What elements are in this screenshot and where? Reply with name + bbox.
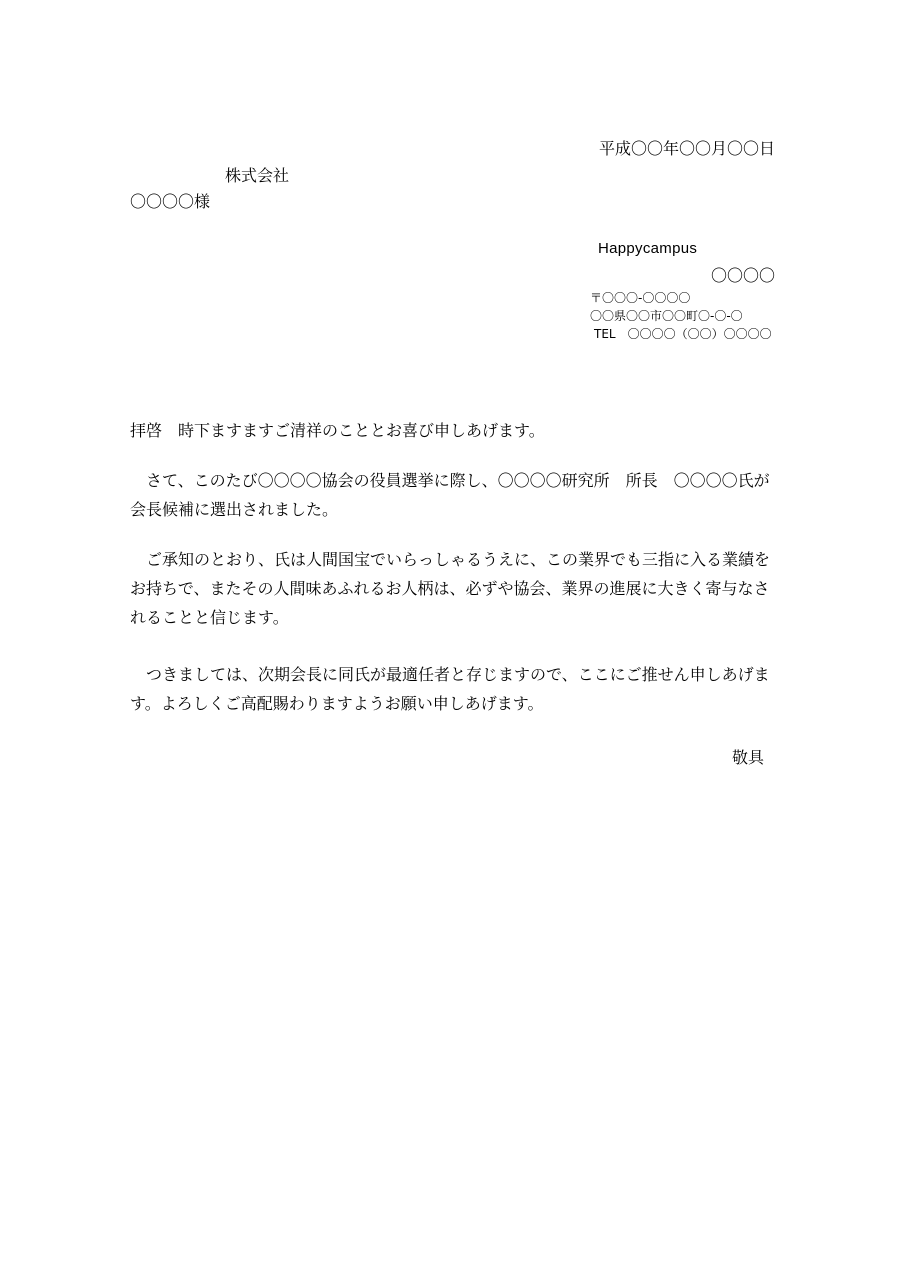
sender-address: 〇〇県〇〇市〇〇町〇-〇-〇 [590, 309, 743, 323]
sender-name: 〇〇〇〇 [710, 266, 775, 285]
sender-organization: Happycampus [598, 240, 698, 257]
closing-phrase: 敬具 [731, 748, 764, 767]
sender-postal-code: 〒〇〇〇-〇〇〇〇 [590, 291, 691, 305]
opening-greeting: 拝啓 時下ますますご清祥のこととお喜び申しあげます。 [130, 421, 545, 440]
recipient-name: 〇〇〇〇様 [130, 192, 211, 211]
body-paragraph-2: ご承知のとおり、氏は人間国宝でいらっしゃるうえに、この業界でも三指に入る業績をお持ちで、またその人間味あふれるお人柄は、必ずや協会、業界の進展に大きく寄与なされることと信じます。 [130, 550, 771, 627]
sender-telephone: TEL 〇〇〇〇（〇〇）〇〇〇〇 [594, 327, 772, 341]
letter-date: 平成〇〇年〇〇月〇〇日 [598, 139, 775, 158]
body-paragraph-1: さて、このたび〇〇〇〇協会の役員選挙に際し、〇〇〇〇研究所 所長 〇〇〇〇氏が会長候補に選出されました。 [130, 471, 770, 519]
body-paragraph-3: つきましては、次期会長に同氏が最適任者と存じますので、ここにご推せん申しあげます。よろしくご高配賜わりますようお願い申しあげます。 [130, 665, 770, 713]
recipient-company: 株式会社 [225, 166, 290, 185]
